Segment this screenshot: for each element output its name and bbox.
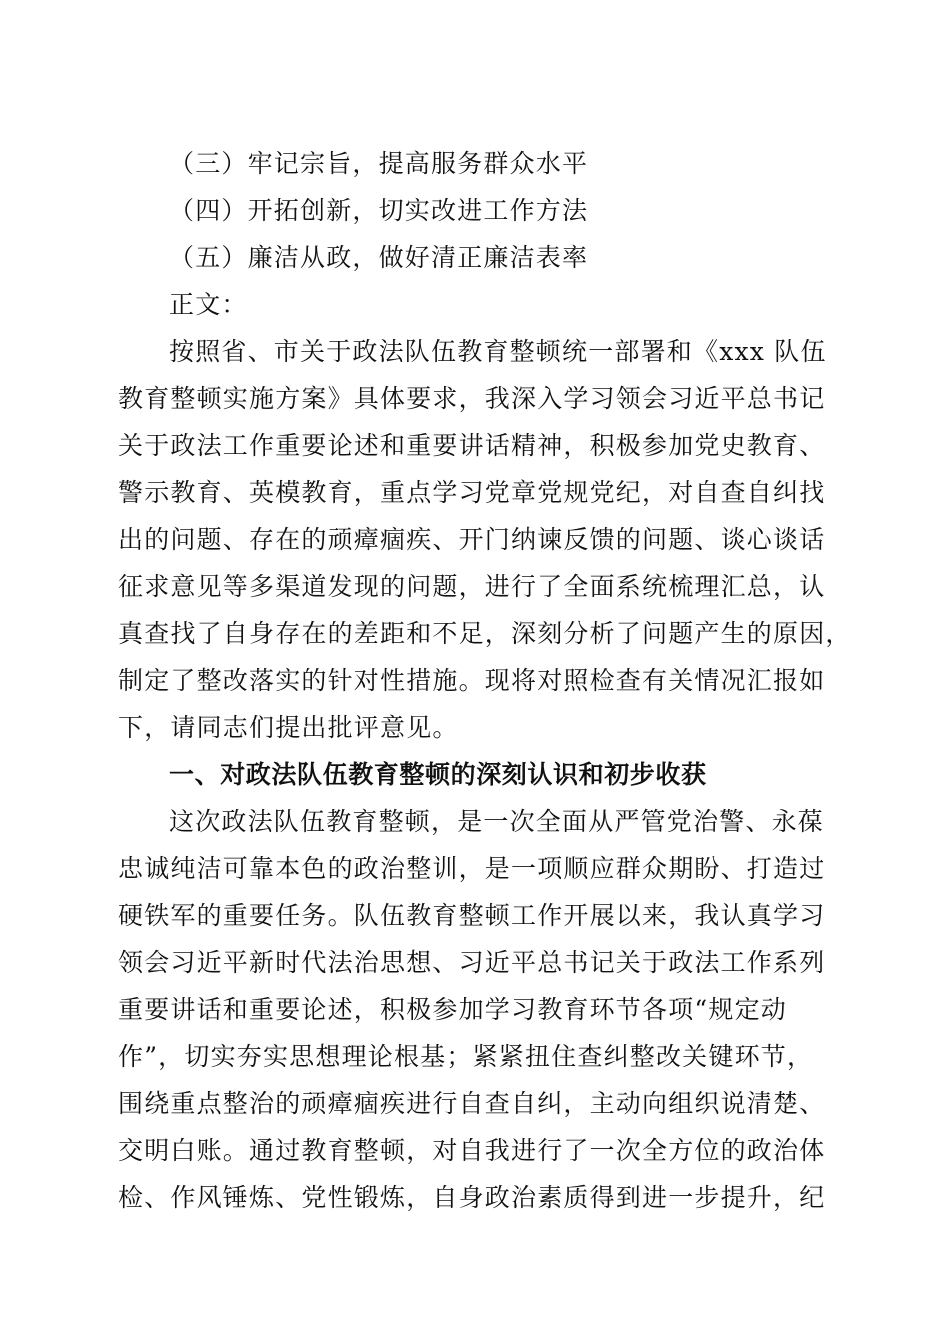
section-1-line: 围绕重点整治的顽瘴痼疾进行自查自纠，主动向组织说清楚、 [118, 1089, 826, 1118]
section-1-line: 硬铁军的重要任务。队伍教育整顿工作开展以来，我认真学习 [118, 901, 826, 930]
section-1-line: 作”，切实夯实思想理论根基；紧紧扭住查纠整改关键环节， [118, 1042, 814, 1071]
intro-line: 真查找了自身存在的差距和不足，深刻分析了问题产生的原因， [118, 619, 852, 648]
section-1-line: 这次政法队伍教育整顿，是一次全面从严管党治警、永葆 [169, 807, 825, 836]
section-1-line: 忠诚纯洁可靠本色的政治整训，是一项顺应群众期盼、打造过 [118, 854, 826, 883]
section-1-line: 重要讲话和重要论述，积极参加学习教育环节各项“规定动 [118, 995, 787, 1024]
document-page [118, 140, 852, 1221]
intro-line: 征求意见等多渠道发现的问题，进行了全面系统梳理汇总，认 [118, 572, 826, 601]
section-1-line: 检、作风锤炼、党性锻炼，自身政治素质得到进一步提升，纪 [118, 1183, 826, 1212]
intro-line: 关于政法工作重要论述和重要讲话精神，积极参加党史教育、 [118, 431, 826, 460]
intro-line: 警示教育、英模教育，重点学习党章党规党纪，对自查自纠找 [118, 478, 826, 507]
outline-item-3: （三）牢记宗旨，提高服务群众水平 [169, 149, 589, 178]
intro-line: 制定了整改落实的针对性措施。现将对照检查有关情况汇报如 [118, 666, 826, 695]
section-1-line: 交明白账。通过教育整顿，对自我进行了一次全方位的政治体 [118, 1136, 826, 1165]
outline-item-5: （五）廉洁从政，做好清正廉洁表率 [169, 243, 589, 272]
body-label: 正文： [169, 290, 248, 319]
section-1-line: 领会习近平新时代法治思想、习近平总书记关于政法工作系列 [118, 948, 826, 977]
intro-line: 按照省、市关于政法队伍教育整顿统一部署和《xxx 队伍 [169, 337, 827, 366]
intro-line: 教育整顿实施方案》具体要求，我深入学习领会习近平总书记 [118, 384, 826, 413]
outline-item-4: （四）开拓创新，切实改进工作方法 [169, 196, 589, 225]
intro-line: 出的问题、存在的顽瘴痼疾、开门纳谏反馈的问题、谈心谈话 [118, 525, 826, 554]
intro-line: 下，请同志们提出批评意见。 [118, 713, 459, 742]
section-1-heading: 一、对政法队伍教育整顿的深刻认识和初步收获 [169, 760, 707, 789]
